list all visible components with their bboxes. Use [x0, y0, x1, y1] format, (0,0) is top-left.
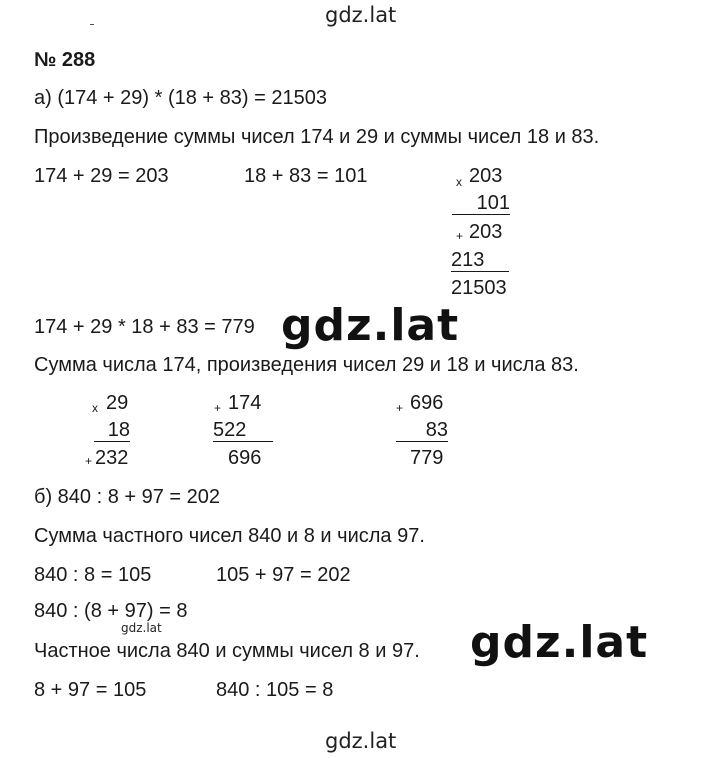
part-a-step-1: 174 + 29 = 203 — [34, 165, 169, 187]
part-a-description-2: Сумма числа 174, произведения чисел 29 и 18 и числа 83. — [34, 354, 579, 376]
watermark-bottom: gdz.lat — [325, 729, 397, 753]
part-b-description: Сумма частного чисел 840 и 8 и числа 97. — [34, 525, 425, 547]
problem-number: № 288 — [34, 49, 96, 71]
col2-bottom: 696 — [228, 447, 262, 469]
watermark-top: gdz.lat — [325, 3, 397, 27]
part-b-step-1: 840 : 8 = 105 — [34, 564, 152, 586]
col3-top: 696 — [410, 392, 444, 414]
stray-mark — [90, 24, 94, 25]
watermark-small: gdz.lat — [121, 621, 162, 635]
col2-top: 174 — [228, 392, 262, 414]
mult-multiplier: 101 — [452, 193, 510, 215]
plus-sign: + — [456, 229, 464, 243]
plus-sign: + — [85, 454, 93, 468]
part-a-expression-2: 174 + 29 * 18 + 83 = 779 — [34, 316, 255, 338]
watermark-large-2: gdz.lat — [470, 617, 649, 668]
plus-sign: + — [214, 401, 222, 415]
multiply-sign: x — [456, 175, 462, 189]
part-b-step-3: 8 + 97 = 105 — [34, 679, 147, 701]
mult-top-number: 203 — [469, 165, 503, 187]
col1-bottom: 232 — [95, 447, 129, 469]
col2-mid: 522 — [213, 420, 273, 442]
col3-bottom: 779 — [410, 447, 444, 469]
part-a-description: Произведение суммы чисел 174 и 29 и суммы чисел 18 и 83. — [34, 126, 600, 148]
plus-sign: + — [396, 401, 404, 415]
part-b-expression: б) 840 : 8 + 97 = 202 — [34, 486, 221, 508]
mult-partial-2: 213 — [451, 250, 509, 272]
mult-partial-1: 203 — [469, 221, 503, 243]
part-a-expression: а) (174 + 29) * (18 + 83) = 21503 — [34, 87, 327, 109]
watermark-large-1: gdz.lat — [281, 300, 460, 351]
part-b-step-2: 105 + 97 = 202 — [216, 564, 351, 586]
part-a-step-2: 18 + 83 = 101 — [244, 165, 368, 187]
col1-mid: 18 — [94, 420, 130, 442]
part-b-expression-2: 840 : (8 + 97) = 8 — [34, 600, 188, 622]
part-b-description-2: Частное числа 840 и суммы чисел 8 и 97. — [34, 640, 420, 662]
col1-top: 29 — [106, 392, 129, 414]
part-b-step-4: 840 : 105 = 8 — [216, 679, 334, 701]
col3-mid: 83 — [396, 420, 448, 442]
mult-result: 21503 — [451, 277, 507, 299]
multiply-sign: x — [92, 401, 98, 415]
